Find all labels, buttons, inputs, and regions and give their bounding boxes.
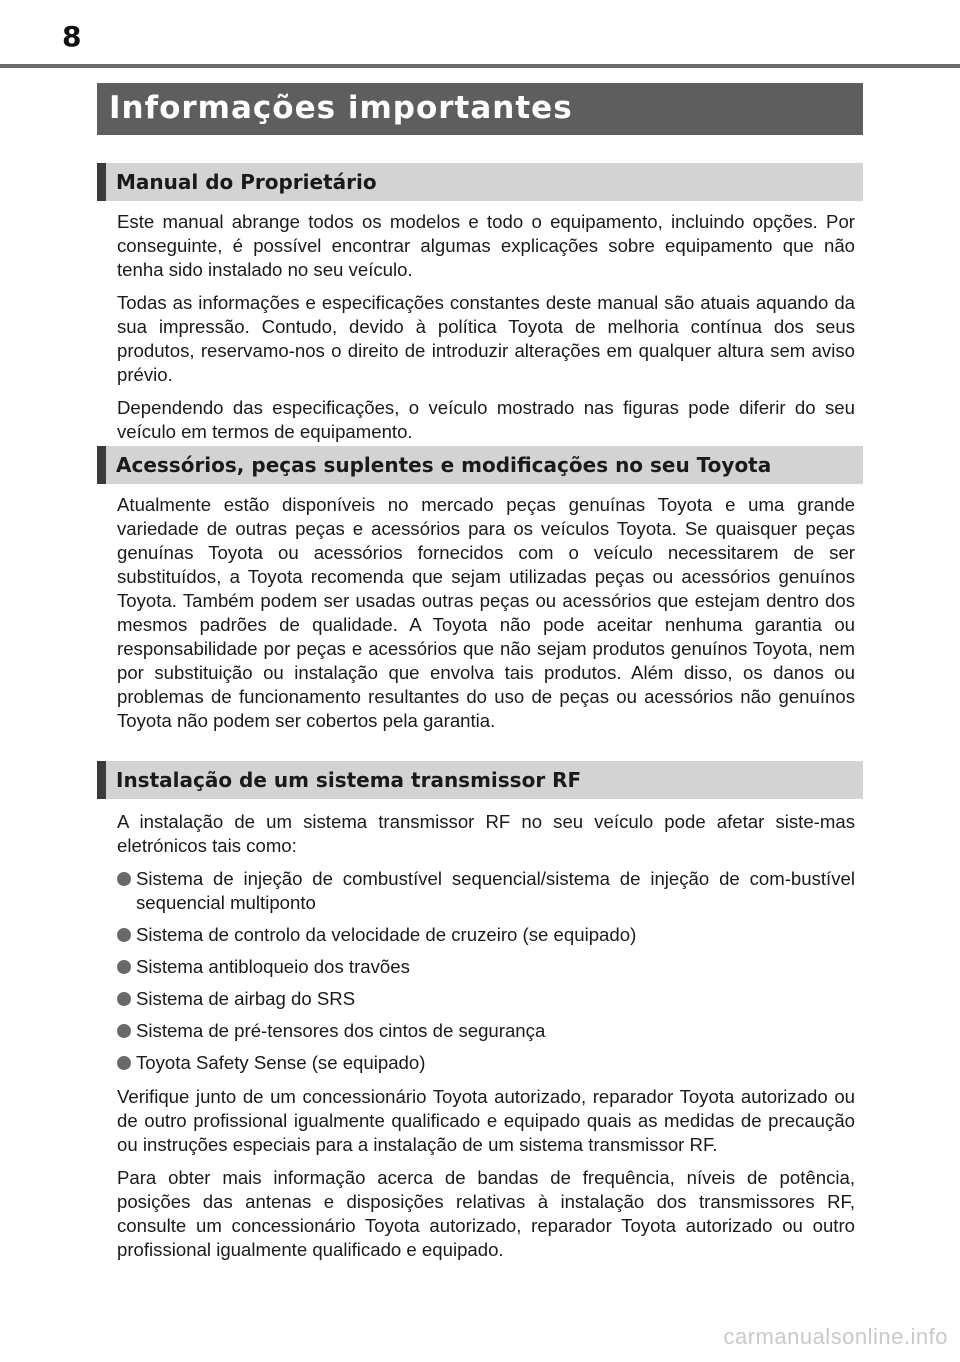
list-item-text: Sistema antibloqueio dos travões: [136, 956, 410, 977]
watermark: carmanualsonline.info: [723, 1324, 948, 1349]
list-item-text: Sistema de injeção de combustível sequencial/sistema de injeção de com-bustível sequencial multiponto: [136, 868, 855, 913]
paragraph: Este manual abrange todos os modelos e todo o equipamento, incluindo opções. Por conseguinte, é possível encontrar algumas explicações sobre equipamento que não tenha sido instalado no seu veículo.: [117, 211, 855, 280]
section-body-rf-transmitter: [117, 810, 855, 1271]
bullet-icon: [117, 960, 131, 974]
list-item: [117, 923, 855, 947]
section-heading-accessories: Acessórios, peças suplentes e modificações no seu Toyota: [97, 446, 863, 484]
section-body-owners-manual: [117, 210, 855, 453]
paragraph: Verifique junto de um concessionário Toyota autorizado, reparador Toyota autorizado ou de outro profissional igualmente qualificado e equipado quais as medidas de precaução ou instruções especiais para a instalação de um sistema transmissor RF.: [117, 1086, 855, 1155]
list-item-text: Sistema de airbag do SRS: [136, 988, 356, 1009]
bullet-icon: [117, 928, 131, 942]
list-item: [117, 987, 855, 1011]
page-number: 8: [62, 20, 82, 53]
bullet-icon: [117, 1056, 131, 1070]
bullet-icon: [117, 872, 131, 886]
list-item: [117, 1019, 855, 1043]
header-divider: [0, 64, 960, 68]
section-heading-owners-manual: Manual do Proprietário: [97, 163, 863, 201]
paragraph: Atualmente estão disponíveis no mercado peças genuínas Toyota e uma grande variedade de outras peças e acessórios para os veículos Toyota. Se quaisquer peças genuínas Toyota ou acessórios fornecidos com o veículo necessitarem de ser substituídos, a Toyota recomenda que sejam utilizadas peças ou acessórios genuínos Toyota. Também podem ser usadas outras peças ou acessórios que estejam dentro dos mesmos padrões de qualidade. A Toyota não pode aceitar nenhuma garantia ou responsabilidade por peças e acessórios que não sejam produtos genuínos Toyota, nem por substituição ou instalação que envolva tais produtos. Além disso, os danos ou problemas de funcionamento resultantes do uso de peças ou acessórios não genuínos Toyota não podem ser cobertos pela garantia.: [117, 494, 855, 731]
list-item-text: Sistema de controlo da velocidade de cruzeiro (se equipado): [136, 924, 637, 945]
section-body-accessories: [117, 493, 855, 742]
list-item: [117, 867, 855, 915]
list-item: [117, 1051, 855, 1075]
page-title: Informações importantes: [97, 83, 863, 135]
list-item-text: Toyota Safety Sense (se equipado): [136, 1052, 426, 1073]
section-heading-rf-transmitter: Instalação de um sistema transmissor RF: [97, 761, 863, 799]
paragraph: Todas as informações e especificações constantes deste manual são atuais aquando da sua impressão. Contudo, devido à política Toyota de melhoria contínua dos seus produtos, reservamo-nos o direito de introduzir alterações em qualquer altura sem aviso prévio.: [117, 292, 855, 385]
bullet-icon: [117, 992, 131, 1006]
bullet-icon: [117, 1024, 131, 1038]
bullet-list: [117, 867, 855, 1075]
paragraph: Dependendo das especificações, o veículo mostrado nas figuras pode diferir do seu veículo em termos de equipamento.: [117, 397, 855, 442]
paragraph: A instalação de um sistema transmissor RF no seu veículo pode afetar siste-mas eletrónicos tais como:: [117, 811, 855, 856]
list-item: [117, 955, 855, 979]
list-item-text: Sistema de pré-tensores dos cintos de segurança: [136, 1020, 546, 1041]
paragraph: Para obter mais informação acerca de bandas de frequência, níveis de potência, posições das antenas e disposições relativas à instalação dos transmissores RF, consulte um concessionário Toyota autorizado, reparador Toyota autorizado ou outro profissional igualmente qualificado e equipado.: [117, 1167, 855, 1260]
